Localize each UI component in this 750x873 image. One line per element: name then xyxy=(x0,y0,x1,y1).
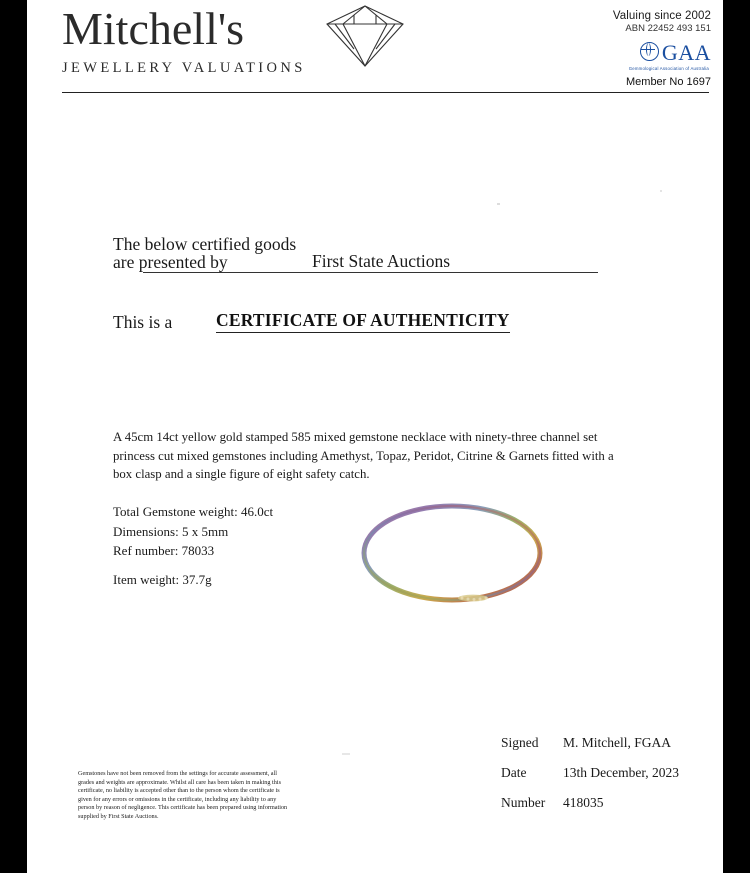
certificate-page xyxy=(27,0,723,873)
item-description: A 45cm 14ct yellow gold stamped 585 mixed gemstone necklace with ninety-three channel set princess cut mixed gemstones including Amethyst, Topaz, Peridot, Citrine & Garnets fitted with a box clasp and a single figure of eight safety catch. xyxy=(113,430,614,482)
brand-name: Mitchell's xyxy=(62,3,245,54)
date-label: Date xyxy=(501,765,527,780)
date-value: 13th December, 2023 xyxy=(563,765,680,780)
certificate-title: CERTIFICATE OF AUTHENTICITY xyxy=(216,310,510,333)
member-number: Member No 1697 xyxy=(626,76,711,88)
presented-by-underline xyxy=(143,272,598,273)
valuing-since-text: Valuing since 2002 xyxy=(612,10,711,22)
header-divider xyxy=(62,92,709,93)
globe-icon xyxy=(640,42,659,61)
signed-label: Signed xyxy=(501,735,539,750)
number-label: Number xyxy=(501,795,546,810)
necklace-photo-graphic xyxy=(347,490,557,620)
item-weight: Item weight: 37.7g xyxy=(113,572,212,587)
signature-block xyxy=(501,735,711,825)
item-photo xyxy=(347,490,557,620)
gaa-caption: Gemmological Association of Australia xyxy=(628,66,709,71)
disclaimer-text: Gemstones have not been removed from the settings for accurate assessment, all grades and weights are approximate. Whilst all care has been taken in making this certificate, no liability is accepted other than to the person whom the certificate is given for any errors or omissions in the certificate, including any liability to any person by reason of negligence. This certificate has been prepared using information supplied by First State Auctions. xyxy=(78,770,288,820)
scan-artifact xyxy=(660,190,662,192)
scan-artifact xyxy=(497,203,500,205)
total-gemstone-weight: Total Gemstone weight: 46.0ct xyxy=(113,504,274,519)
diamond-icon xyxy=(320,4,410,68)
number-value: 418035 xyxy=(563,795,604,810)
header-credentials xyxy=(531,10,711,88)
number-row xyxy=(501,795,711,811)
intro-line: The below certified goods xyxy=(113,234,297,254)
scan-artifact xyxy=(342,753,350,755)
date-row xyxy=(501,765,711,781)
this-is-a-label: This is a xyxy=(113,312,173,332)
gaa-logo xyxy=(531,40,711,70)
brand-subtitle: JEWELLERY VALUATIONS xyxy=(62,60,306,76)
signed-row xyxy=(501,735,711,751)
item-specs xyxy=(113,502,273,561)
abn-text: ABN 22452 493 151 xyxy=(625,23,711,34)
signed-value: M. Mitchell, FGAA xyxy=(563,735,671,750)
presented-by-value: First State Auctions xyxy=(312,251,451,271)
presented-by-label: are presented by xyxy=(113,252,228,272)
document-header xyxy=(27,0,723,100)
gaa-logo-text: GAA xyxy=(661,40,711,65)
dimensions: Dimensions: 5 x 5mm xyxy=(113,523,229,539)
ref-number: Ref number: 78033 xyxy=(113,543,215,558)
